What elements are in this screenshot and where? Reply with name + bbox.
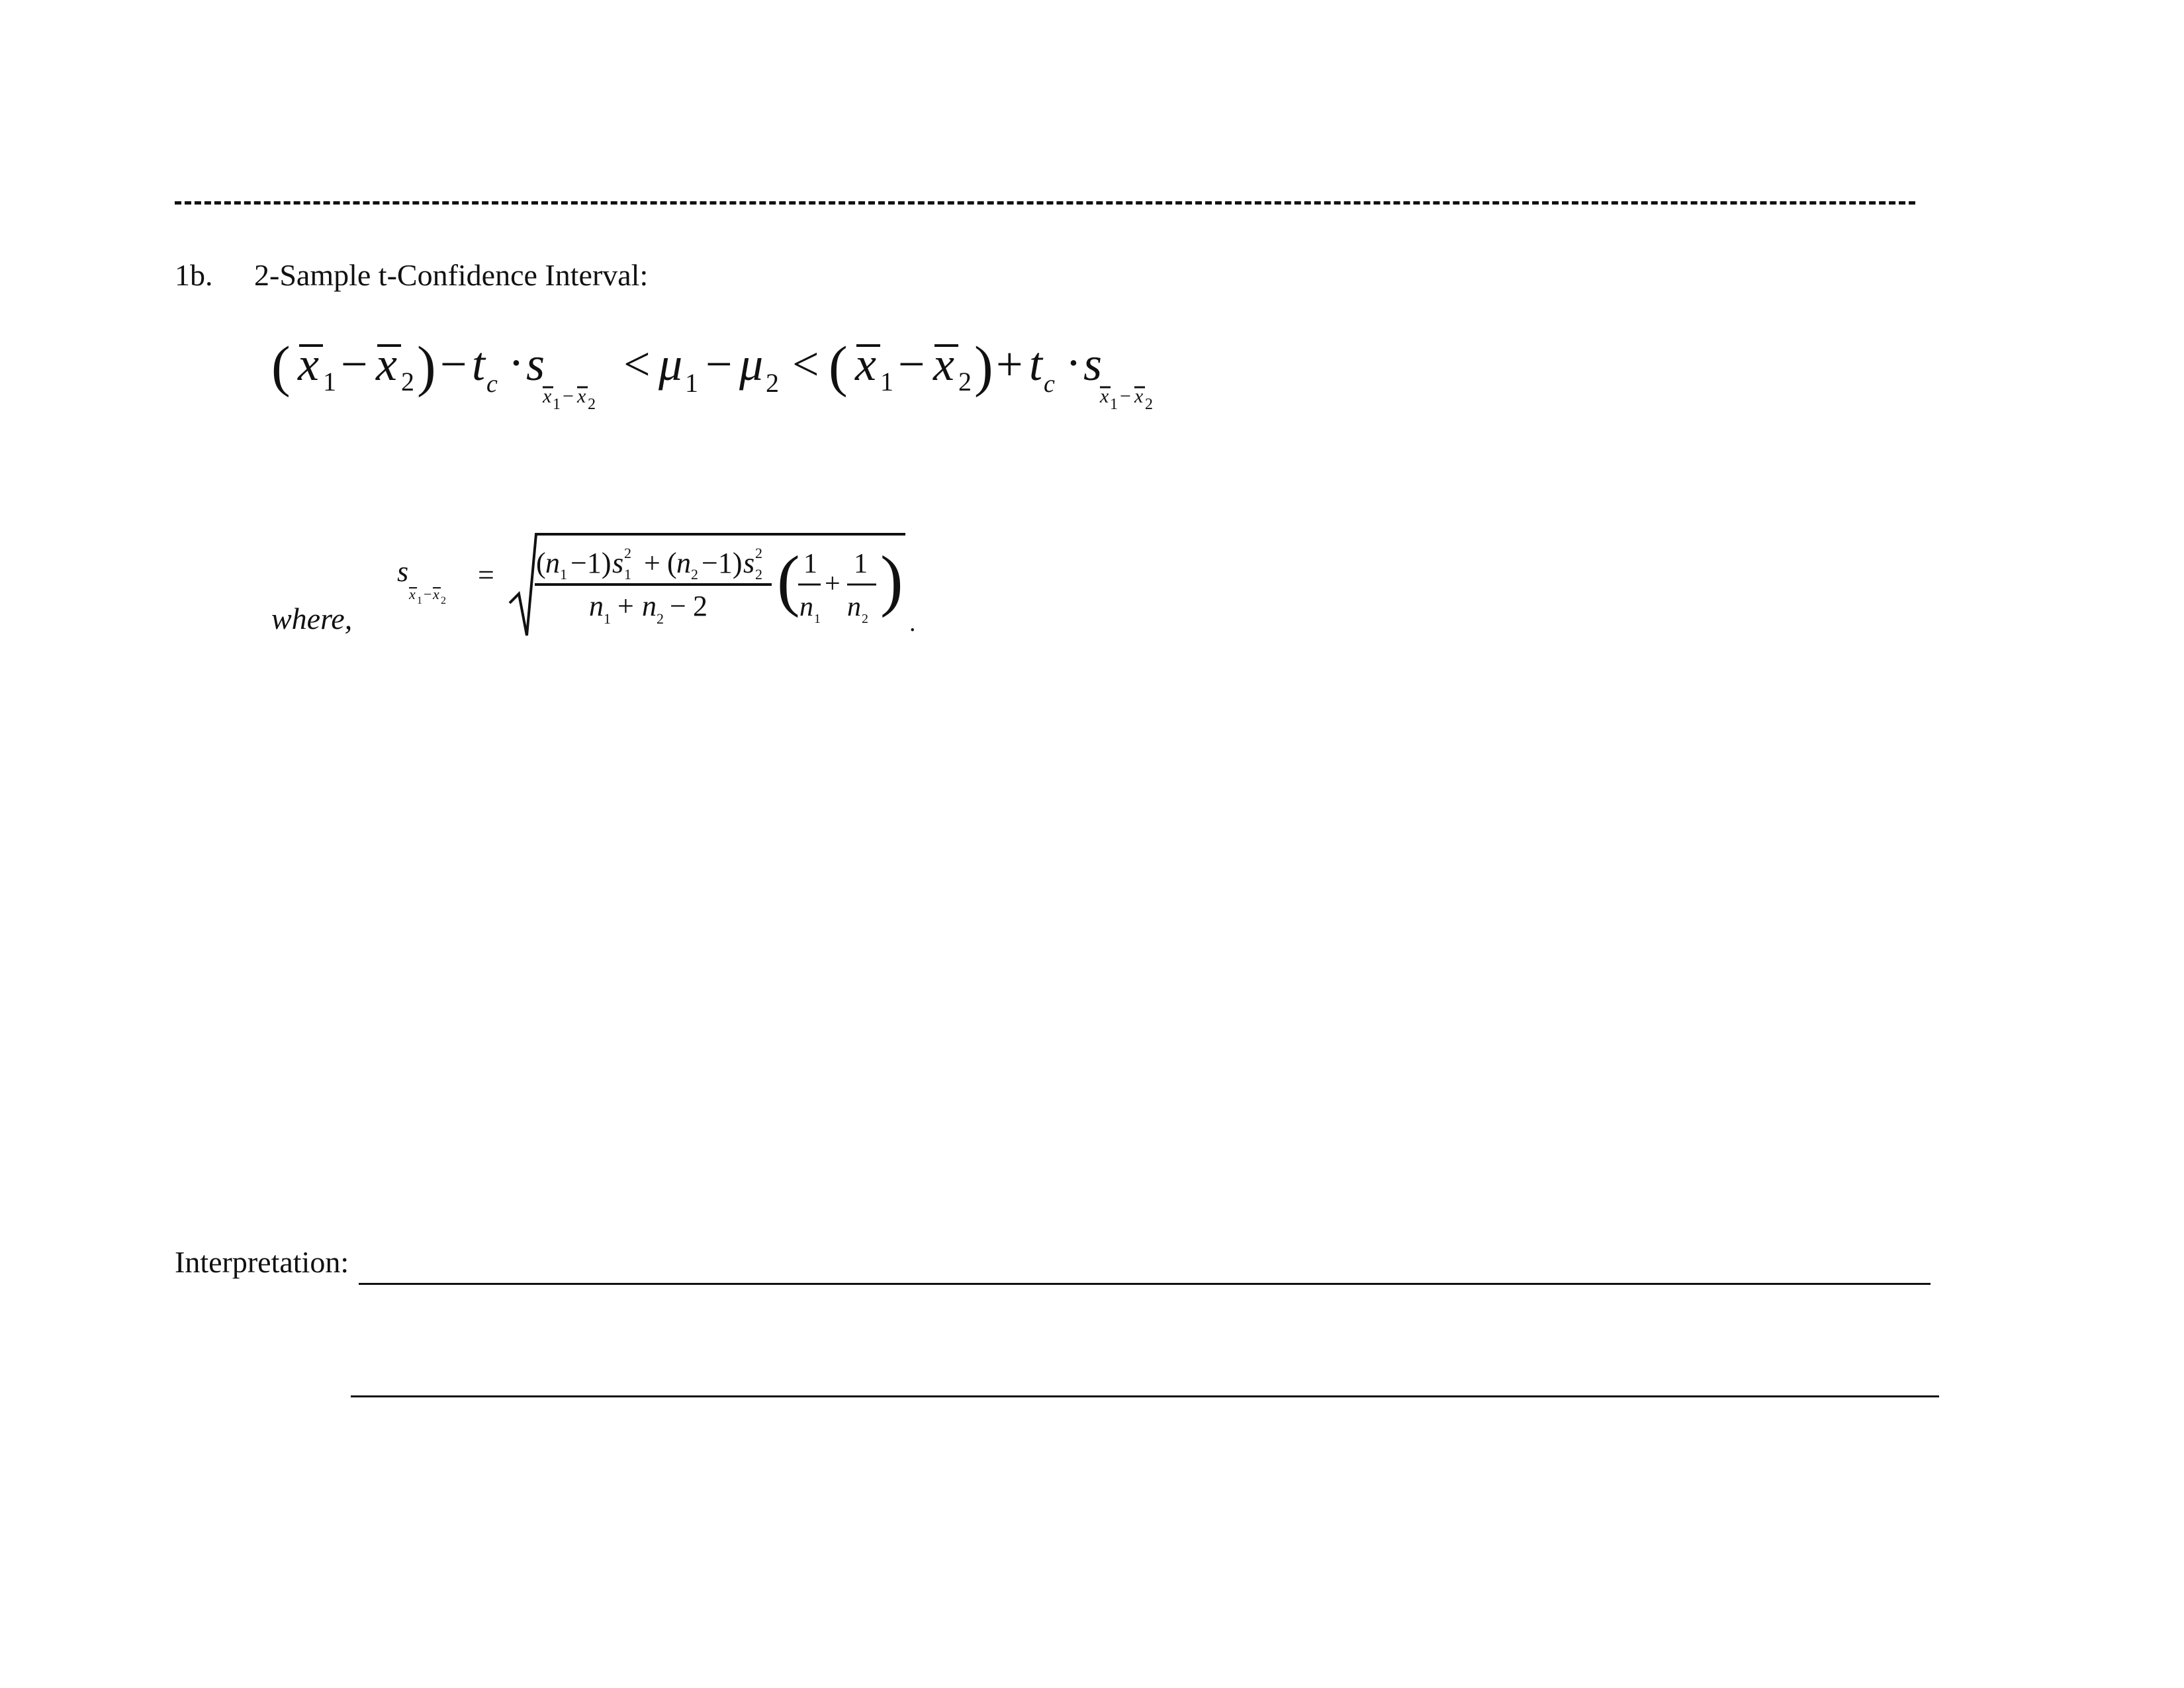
svg-text:−: − xyxy=(1120,385,1131,407)
svg-text:n: n xyxy=(676,547,691,579)
sample-size-factor xyxy=(777,542,903,626)
svg-text:1: 1 xyxy=(880,367,893,397)
svg-text:t: t xyxy=(1029,338,1043,391)
svg-text:−: − xyxy=(670,590,686,622)
svg-text:n: n xyxy=(799,592,813,622)
svg-text:s: s xyxy=(743,547,755,579)
svg-text:(: ( xyxy=(667,547,677,579)
formula-period: . xyxy=(909,609,916,637)
svg-text:−: − xyxy=(424,586,432,602)
svg-text:s: s xyxy=(612,547,624,579)
svg-text:+: + xyxy=(644,547,660,579)
where-label: where, xyxy=(271,602,353,635)
svg-text:c: c xyxy=(486,370,498,398)
svg-text:1: 1 xyxy=(814,612,821,626)
svg-text:1: 1 xyxy=(803,549,817,579)
svg-text:n: n xyxy=(642,590,657,622)
svg-text:<: < xyxy=(623,338,651,391)
svg-text:t: t xyxy=(472,338,486,391)
svg-text:2: 2 xyxy=(401,367,414,397)
confidence-interval-formula xyxy=(271,323,1171,422)
svg-text:n: n xyxy=(847,592,861,622)
svg-text:): ) xyxy=(880,542,903,618)
svg-text:+: + xyxy=(617,590,634,622)
svg-text:2: 2 xyxy=(755,545,762,561)
svg-text:1: 1 xyxy=(560,566,567,583)
svg-text:2: 2 xyxy=(755,566,762,583)
svg-text:1: 1 xyxy=(624,566,631,583)
formula-right-term xyxy=(829,334,1153,413)
svg-text:·: · xyxy=(508,336,524,389)
dashed-separator xyxy=(175,201,1915,205)
svg-text:−: − xyxy=(898,338,925,391)
svg-text:2: 2 xyxy=(766,368,779,398)
svg-text:x: x xyxy=(376,338,397,391)
formula-mean-difference xyxy=(623,338,819,398)
problem-title: 2-Sample t-Confidence Interval: xyxy=(254,258,649,292)
svg-text:−: − xyxy=(705,338,733,391)
svg-text:μ: μ xyxy=(659,338,683,391)
svg-text:1: 1 xyxy=(685,368,698,398)
svg-text:x: x xyxy=(298,338,319,391)
interpretation-answer-line-1[interactable] xyxy=(359,1283,1931,1285)
problem-number: 1b. xyxy=(175,258,213,292)
standard-error-formula xyxy=(397,520,927,645)
svg-text:2: 2 xyxy=(1145,396,1153,413)
svg-text:x: x xyxy=(409,586,416,602)
svg-text:μ: μ xyxy=(739,338,764,391)
svg-text:x: x xyxy=(933,338,954,391)
svg-text:c: c xyxy=(1044,370,1055,398)
svg-text:x: x xyxy=(433,586,439,602)
svg-text:−: − xyxy=(440,338,467,391)
svg-text:n: n xyxy=(545,547,560,579)
svg-text:2: 2 xyxy=(441,595,446,606)
svg-text:<: < xyxy=(792,338,819,391)
svg-text:x: x xyxy=(1100,385,1109,407)
svg-text:(: ( xyxy=(829,334,848,398)
interpretation-section xyxy=(175,1244,1935,1291)
svg-text:x: x xyxy=(543,385,552,407)
svg-text:=: = xyxy=(478,559,494,591)
svg-text:1: 1 xyxy=(604,610,611,627)
svg-text:x: x xyxy=(855,338,876,391)
svg-text:−: − xyxy=(563,385,574,407)
svg-text:+: + xyxy=(996,338,1023,391)
svg-text:s: s xyxy=(526,338,545,391)
svg-text:1: 1 xyxy=(1110,396,1118,413)
svg-text:·: · xyxy=(1066,336,1081,389)
svg-text:(: ( xyxy=(777,542,800,618)
svg-text:(: ( xyxy=(536,547,546,579)
formula-left-term xyxy=(271,334,596,413)
interpretation-label: Interpretation: xyxy=(175,1245,349,1279)
svg-text:1: 1 xyxy=(417,595,422,606)
svg-text:2: 2 xyxy=(958,367,972,397)
svg-text:(: ( xyxy=(271,334,291,398)
svg-text:x: x xyxy=(1134,385,1144,407)
svg-text:1: 1 xyxy=(553,396,561,413)
svg-text:2: 2 xyxy=(657,610,664,627)
svg-text:1: 1 xyxy=(323,367,336,397)
svg-text:s: s xyxy=(1083,338,1103,391)
pooled-variance-fraction xyxy=(535,545,772,627)
svg-text:): ) xyxy=(417,334,436,398)
svg-text:n: n xyxy=(589,590,604,622)
svg-text:2: 2 xyxy=(588,396,596,413)
svg-text:2: 2 xyxy=(862,612,868,626)
svg-text:−1): −1) xyxy=(702,547,743,579)
svg-text:2: 2 xyxy=(624,545,631,561)
svg-text:−: − xyxy=(341,338,368,391)
svg-text:s: s xyxy=(397,555,409,588)
svg-text:2: 2 xyxy=(691,566,698,583)
svg-text:): ) xyxy=(974,334,993,398)
interpretation-answer-line-2[interactable] xyxy=(351,1395,1939,1397)
problem-heading xyxy=(175,258,648,293)
svg-text:+: + xyxy=(825,569,841,599)
svg-text:2: 2 xyxy=(693,590,707,622)
svg-text:1: 1 xyxy=(854,549,868,579)
standard-error-symbol xyxy=(397,555,494,606)
svg-text:−1): −1) xyxy=(570,547,612,579)
svg-text:x: x xyxy=(577,385,586,407)
